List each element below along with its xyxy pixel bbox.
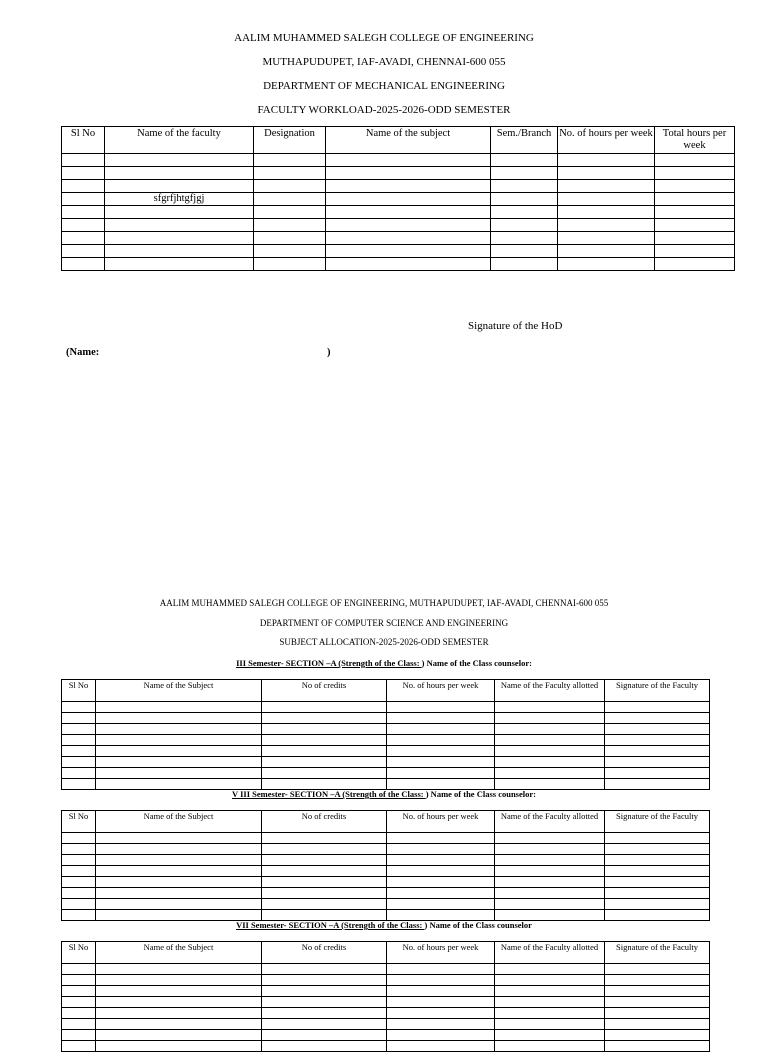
table-row xyxy=(62,997,710,1008)
column-header: Name of the Subject xyxy=(96,811,262,833)
table-cell[interactable] xyxy=(495,724,605,735)
table-row xyxy=(62,986,710,997)
table-row xyxy=(62,1008,710,1019)
table-cell[interactable] xyxy=(387,702,495,713)
table-header-row xyxy=(62,680,710,702)
table-cell[interactable] xyxy=(96,855,262,866)
hod-signature-label: Signature of the HoD xyxy=(468,320,563,332)
table-cell[interactable] xyxy=(605,910,710,921)
college-name: AALIM MUHAMMED SALEGH COLLEGE OF ENGINEERING xyxy=(234,32,534,44)
table-cell[interactable] xyxy=(96,735,262,746)
table-cell[interactable] xyxy=(495,986,605,997)
table-cell[interactable] xyxy=(62,888,96,899)
table-cell[interactable] xyxy=(62,219,105,232)
subject-allocation-table xyxy=(61,810,710,921)
table-cell[interactable] xyxy=(62,833,96,844)
column-header: Name of the Faculty allotted xyxy=(495,942,605,964)
table-cell[interactable] xyxy=(495,866,605,877)
table-row xyxy=(62,167,735,180)
table-cell[interactable] xyxy=(495,964,605,975)
table-cell[interactable] xyxy=(558,206,655,219)
table-cell[interactable] xyxy=(387,888,495,899)
table-cell[interactable] xyxy=(605,768,710,779)
table-cell[interactable] xyxy=(262,888,387,899)
table-cell[interactable] xyxy=(96,713,262,724)
table-cell[interactable] xyxy=(96,866,262,877)
column-header: Sl No xyxy=(62,680,96,702)
table-row xyxy=(62,964,710,975)
table-cell[interactable] xyxy=(387,844,495,855)
section-heading: V III Semester- SECTION –A (Strength of the Class: ) Name of the Class counselor: xyxy=(232,789,536,799)
table-cell[interactable] xyxy=(605,986,710,997)
table-cell[interactable] xyxy=(558,245,655,258)
table-cell[interactable] xyxy=(262,757,387,768)
table-row xyxy=(62,888,710,899)
table-cell[interactable] xyxy=(387,1008,495,1019)
table-cell[interactable] xyxy=(62,877,96,888)
table-cell[interactable] xyxy=(62,713,96,724)
table-cell[interactable] xyxy=(605,975,710,986)
column-header: No. of hours per week xyxy=(558,127,655,154)
table-cell[interactable] xyxy=(262,844,387,855)
table-cell[interactable] xyxy=(262,1041,387,1052)
allocation-college-line: AALIM MUHAMMED SALEGH COLLEGE OF ENGINEERING, MUTHAPUDUPET, IAF-AVADI, CHENNAI-600 055 xyxy=(159,598,609,608)
table-cell[interactable] xyxy=(491,167,558,180)
table-cell[interactable] xyxy=(262,910,387,921)
table-cell[interactable] xyxy=(387,746,495,757)
table-cell[interactable] xyxy=(387,779,495,790)
table-cell[interactable] xyxy=(491,206,558,219)
table-cell[interactable] xyxy=(495,975,605,986)
table-cell[interactable] xyxy=(495,844,605,855)
table-cell[interactable] xyxy=(655,154,735,167)
table-cell[interactable] xyxy=(254,180,326,193)
table-row xyxy=(62,866,710,877)
table-cell[interactable] xyxy=(605,735,710,746)
table-cell[interactable] xyxy=(605,724,710,735)
table-cell[interactable] xyxy=(495,877,605,888)
table-cell[interactable] xyxy=(495,997,605,1008)
table-cell[interactable] xyxy=(262,833,387,844)
table-cell[interactable] xyxy=(254,206,326,219)
table-cell[interactable] xyxy=(62,258,105,271)
table-cell[interactable] xyxy=(605,866,710,877)
table-cell[interactable] xyxy=(254,232,326,245)
table-cell[interactable] xyxy=(96,1019,262,1030)
table-cell[interactable] xyxy=(387,724,495,735)
table-cell[interactable] xyxy=(491,245,558,258)
column-header: Signature of the Faculty xyxy=(605,942,710,964)
table-cell[interactable] xyxy=(326,258,491,271)
table-row xyxy=(62,258,735,271)
table-cell[interactable] xyxy=(387,1019,495,1030)
table-cell[interactable] xyxy=(495,713,605,724)
table-cell[interactable] xyxy=(605,997,710,1008)
table-row xyxy=(62,232,735,245)
table-cell[interactable] xyxy=(605,1008,710,1019)
table-row xyxy=(62,713,710,724)
table-cell[interactable] xyxy=(62,768,96,779)
name-close: ) xyxy=(327,347,331,358)
table-cell[interactable] xyxy=(96,779,262,790)
table-row xyxy=(62,768,710,779)
table-cell[interactable] xyxy=(326,180,491,193)
table-cell[interactable] xyxy=(326,193,491,206)
table-row xyxy=(62,757,710,768)
table-cell[interactable] xyxy=(62,986,96,997)
table-cell[interactable] xyxy=(262,866,387,877)
table-header-row xyxy=(62,811,710,833)
table-cell[interactable] xyxy=(605,779,710,790)
workload-title: FACULTY WORKLOAD-2025-2026-ODD SEMESTER xyxy=(257,104,511,116)
table-cell[interactable] xyxy=(495,855,605,866)
table-cell[interactable] xyxy=(105,258,254,271)
column-header: Signature of the Faculty xyxy=(605,680,710,702)
table-header-row xyxy=(62,127,735,154)
table-cell[interactable] xyxy=(262,899,387,910)
table-row xyxy=(62,779,710,790)
table-cell[interactable] xyxy=(62,735,96,746)
allocation-department: DEPARTMENT OF COMPUTER SCIENCE AND ENGINEERING xyxy=(259,618,509,628)
table-cell[interactable] xyxy=(387,855,495,866)
table-cell[interactable] xyxy=(558,180,655,193)
table-row xyxy=(62,975,710,986)
table-cell[interactable] xyxy=(262,975,387,986)
column-header: No. of hours per week xyxy=(387,942,495,964)
table-cell[interactable] xyxy=(262,735,387,746)
table-cell[interactable] xyxy=(254,167,326,180)
column-header: Name of the Subject xyxy=(96,942,262,964)
table-cell[interactable] xyxy=(495,1008,605,1019)
column-header: Name of the Faculty allotted xyxy=(495,680,605,702)
table-cell[interactable] xyxy=(96,833,262,844)
table-cell[interactable] xyxy=(495,702,605,713)
table-cell[interactable] xyxy=(262,1019,387,1030)
table-cell[interactable] xyxy=(262,986,387,997)
name-label: (Name: xyxy=(66,347,100,358)
table-cell[interactable] xyxy=(62,855,96,866)
table-cell[interactable] xyxy=(262,1008,387,1019)
table-cell[interactable] xyxy=(62,1041,96,1052)
table-cell[interactable] xyxy=(655,193,735,206)
section-heading: III Semester- SECTION –A (Strength of the Class: ) Name of the Class counselor: xyxy=(236,658,532,668)
table-cell[interactable] xyxy=(62,702,96,713)
table-row xyxy=(62,855,710,866)
table-cell[interactable] xyxy=(605,1019,710,1030)
table-row xyxy=(62,877,710,888)
table-cell[interactable] xyxy=(262,1030,387,1041)
table-cell[interactable] xyxy=(96,746,262,757)
table-cell[interactable] xyxy=(326,206,491,219)
table-cell[interactable] xyxy=(495,1030,605,1041)
table-row xyxy=(62,844,710,855)
table-cell[interactable] xyxy=(96,702,262,713)
table-cell[interactable] xyxy=(491,258,558,271)
column-header: Name of the Faculty allotted xyxy=(495,811,605,833)
table-cell[interactable] xyxy=(62,193,105,206)
table-cell[interactable] xyxy=(326,167,491,180)
table-cell[interactable] xyxy=(96,844,262,855)
column-header: Sl No xyxy=(62,811,96,833)
column-header: Name of the faculty xyxy=(105,127,254,154)
column-header: No of credits xyxy=(262,811,387,833)
table-row xyxy=(62,910,710,921)
table-cell[interactable] xyxy=(605,888,710,899)
table-cell[interactable] xyxy=(96,975,262,986)
table-cell[interactable] xyxy=(387,975,495,986)
table-cell[interactable] xyxy=(605,855,710,866)
table-cell[interactable] xyxy=(655,219,735,232)
table-cell[interactable] xyxy=(387,833,495,844)
table-cell[interactable] xyxy=(62,964,96,975)
table-cell[interactable] xyxy=(655,258,735,271)
table-cell[interactable] xyxy=(605,757,710,768)
table-cell[interactable] xyxy=(96,910,262,921)
college-address: MUTHAPUDUPET, IAF-AVADI, CHENNAI-600 055 xyxy=(262,56,506,68)
table-cell[interactable] xyxy=(105,180,254,193)
table-row xyxy=(62,746,710,757)
table-cell[interactable] xyxy=(495,899,605,910)
column-header: Sl No xyxy=(62,942,96,964)
table-cell[interactable] xyxy=(62,180,105,193)
table-row xyxy=(62,154,735,167)
table-cell[interactable] xyxy=(262,768,387,779)
table-cell[interactable] xyxy=(655,167,735,180)
table-cell[interactable] xyxy=(105,167,254,180)
table-cell[interactable] xyxy=(62,232,105,245)
table-cell[interactable] xyxy=(495,735,605,746)
table-row xyxy=(62,219,735,232)
table-cell[interactable] xyxy=(62,779,96,790)
table-cell[interactable] xyxy=(605,1030,710,1041)
table-cell[interactable] xyxy=(105,232,254,245)
section-heading: VII Semester- SECTION –A (Strength of the Class: ) Name of the Class counselor xyxy=(236,920,532,930)
table-cell[interactable] xyxy=(62,724,96,735)
column-header: Sl No xyxy=(62,127,105,154)
table-cell[interactable] xyxy=(254,245,326,258)
table-cell[interactable] xyxy=(62,910,96,921)
column-header: Signature of the Faculty xyxy=(605,811,710,833)
table-cell[interactable] xyxy=(387,899,495,910)
table-cell[interactable] xyxy=(387,735,495,746)
column-header: Total hours per week xyxy=(655,127,735,154)
table-cell[interactable] xyxy=(105,206,254,219)
table-cell[interactable] xyxy=(558,193,655,206)
table-cell[interactable] xyxy=(387,713,495,724)
table-cell[interactable] xyxy=(558,219,655,232)
table-cell[interactable] xyxy=(387,986,495,997)
table-cell[interactable] xyxy=(254,219,326,232)
table-cell[interactable] xyxy=(387,877,495,888)
faculty-workload-table xyxy=(61,126,735,271)
table-cell[interactable] xyxy=(387,1041,495,1052)
table-cell[interactable] xyxy=(62,746,96,757)
table-cell[interactable] xyxy=(387,768,495,779)
table-cell[interactable] xyxy=(262,997,387,1008)
table-cell[interactable] xyxy=(96,1030,262,1041)
table-cell[interactable] xyxy=(605,877,710,888)
allocation-title: SUBJECT ALLOCATION-2025-2026-ODD SEMESTER xyxy=(279,637,489,647)
table-cell[interactable] xyxy=(495,888,605,899)
table-row xyxy=(62,245,735,258)
table-cell[interactable] xyxy=(96,986,262,997)
table-cell[interactable] xyxy=(254,154,326,167)
table-cell[interactable] xyxy=(262,724,387,735)
table-cell[interactable] xyxy=(326,219,491,232)
table-cell[interactable] xyxy=(558,167,655,180)
table-cell[interactable] xyxy=(96,757,262,768)
table-cell[interactable] xyxy=(387,964,495,975)
table-cell[interactable] xyxy=(605,899,710,910)
table-row xyxy=(62,833,710,844)
subject-allocation-table xyxy=(61,941,710,1052)
table-row xyxy=(62,735,710,746)
table-cell[interactable] xyxy=(605,702,710,713)
table-cell[interactable] xyxy=(605,844,710,855)
table-cell[interactable] xyxy=(62,975,96,986)
table-row xyxy=(62,899,710,910)
column-header: Name of the subject xyxy=(326,127,491,154)
table-cell[interactable] xyxy=(254,193,326,206)
table-cell[interactable] xyxy=(655,180,735,193)
table-cell[interactable] xyxy=(96,899,262,910)
table-cell[interactable] xyxy=(62,899,96,910)
table-cell[interactable] xyxy=(605,713,710,724)
table-cell[interactable] xyxy=(495,910,605,921)
table-header-row xyxy=(62,942,710,964)
table-cell[interactable] xyxy=(605,1041,710,1052)
column-header: No of credits xyxy=(262,942,387,964)
table-cell[interactable] xyxy=(491,232,558,245)
table-cell[interactable] xyxy=(326,232,491,245)
column-header: Sem./Branch xyxy=(491,127,558,154)
table-cell[interactable] xyxy=(558,154,655,167)
table-cell[interactable] xyxy=(262,964,387,975)
table-cell[interactable] xyxy=(387,866,495,877)
table-cell[interactable] xyxy=(495,746,605,757)
table-cell[interactable] xyxy=(387,997,495,1008)
column-header: No. of hours per week xyxy=(387,811,495,833)
table-cell[interactable] xyxy=(262,713,387,724)
table-cell[interactable] xyxy=(326,245,491,258)
table-cell[interactable] xyxy=(495,1019,605,1030)
table-cell[interactable] xyxy=(495,757,605,768)
column-header: Designation xyxy=(254,127,326,154)
table-cell[interactable] xyxy=(62,866,96,877)
table-cell[interactable] xyxy=(62,1030,96,1041)
table-cell[interactable] xyxy=(558,232,655,245)
table-cell[interactable] xyxy=(62,167,105,180)
table-cell[interactable] xyxy=(262,779,387,790)
table-cell[interactable] xyxy=(605,964,710,975)
table-cell[interactable] xyxy=(387,757,495,768)
table-cell[interactable] xyxy=(62,154,105,167)
table-cell[interactable] xyxy=(96,724,262,735)
table-cell[interactable] xyxy=(62,206,105,219)
table-cell[interactable] xyxy=(605,746,710,757)
table-cell[interactable] xyxy=(262,877,387,888)
table-cell[interactable] xyxy=(387,1030,495,1041)
table-cell[interactable] xyxy=(96,997,262,1008)
table-cell[interactable] xyxy=(96,877,262,888)
table-cell[interactable] xyxy=(495,768,605,779)
table-cell[interactable] xyxy=(62,757,96,768)
table-cell[interactable] xyxy=(326,154,491,167)
table-row xyxy=(62,193,735,206)
column-header: No. of hours per week xyxy=(387,680,495,702)
table-cell[interactable] xyxy=(558,258,655,271)
table-row xyxy=(62,1030,710,1041)
table-cell[interactable] xyxy=(62,1008,96,1019)
column-header: No of credits xyxy=(262,680,387,702)
column-header: Name of the Subject xyxy=(96,680,262,702)
table-row xyxy=(62,702,710,713)
table-cell[interactable] xyxy=(62,245,105,258)
table-row xyxy=(62,206,735,219)
subject-allocation-table xyxy=(61,679,710,790)
table-cell[interactable] xyxy=(62,1019,96,1030)
table-cell[interactable] xyxy=(105,154,254,167)
table-cell[interactable] xyxy=(655,245,735,258)
table-row xyxy=(62,724,710,735)
table-cell[interactable] xyxy=(605,833,710,844)
table-cell[interactable] xyxy=(105,219,254,232)
department-name: DEPARTMENT OF MECHANICAL ENGINEERING xyxy=(263,80,505,92)
table-cell[interactable] xyxy=(105,245,254,258)
table-cell[interactable] xyxy=(655,206,735,219)
table-cell[interactable] xyxy=(491,193,558,206)
table-cell[interactable] xyxy=(96,1008,262,1019)
table-cell[interactable] xyxy=(387,910,495,921)
table-cell[interactable] xyxy=(262,702,387,713)
table-cell[interactable] xyxy=(655,232,735,245)
table-cell[interactable] xyxy=(62,997,96,1008)
table-cell[interactable] xyxy=(495,833,605,844)
table-cell[interactable] xyxy=(96,1041,262,1052)
table-cell[interactable] xyxy=(254,258,326,271)
table-cell[interactable] xyxy=(62,844,96,855)
table-cell[interactable] xyxy=(495,1041,605,1052)
table-cell[interactable] xyxy=(491,154,558,167)
table-cell[interactable] xyxy=(262,746,387,757)
table-cell[interactable] xyxy=(96,888,262,899)
table-cell[interactable] xyxy=(495,779,605,790)
table-cell[interactable] xyxy=(491,180,558,193)
table-cell[interactable] xyxy=(96,768,262,779)
table-row xyxy=(62,1041,710,1052)
table-cell[interactable] xyxy=(262,855,387,866)
table-cell[interactable] xyxy=(96,964,262,975)
table-cell[interactable]: sfgrfjhtgfjgj xyxy=(105,193,254,206)
table-row xyxy=(62,1019,710,1030)
table-row xyxy=(62,180,735,193)
table-cell[interactable] xyxy=(491,219,558,232)
